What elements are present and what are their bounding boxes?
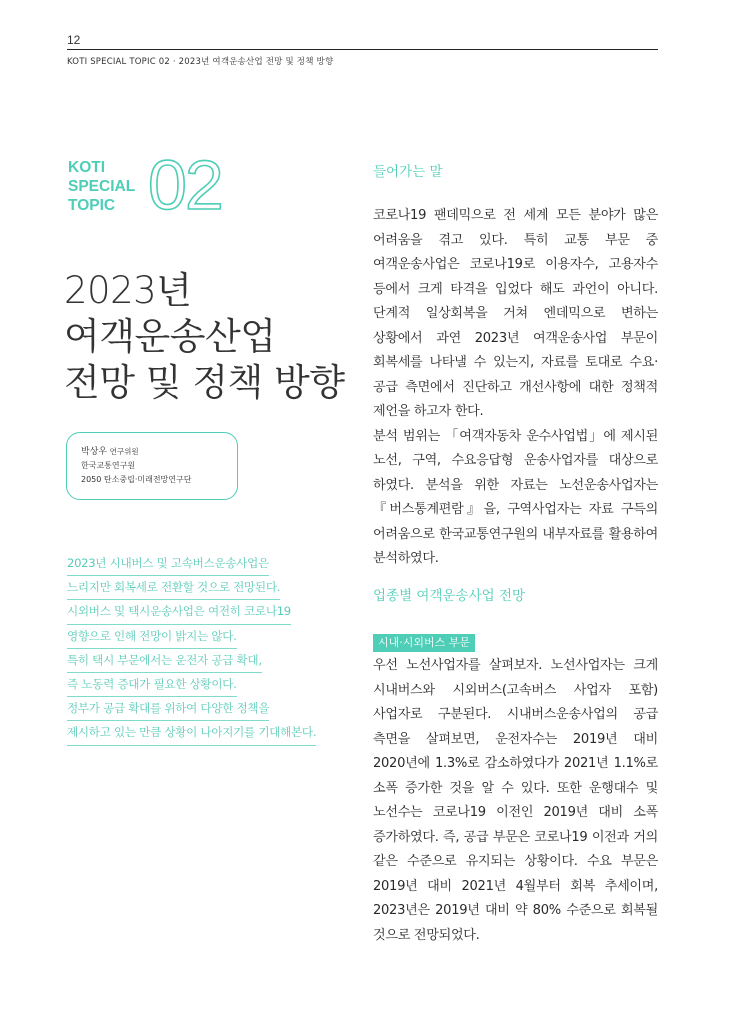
author-name: 박상우 [81,447,108,457]
summary-line: 제시하고 있는 만큼 상황이 나아지기를 기대해본다. [67,721,316,745]
topic-label [68,158,158,215]
summary-line: 느리지만 회복세로 전환할 것으로 전망된다. [67,576,280,600]
topic-label-line: KOTI [68,159,106,176]
author-position: 연구위원 [109,447,139,456]
page-title [64,268,364,406]
summary-line: 영향으로 인해 전망이 밝지는 않다. [67,625,237,649]
section-heading-intro: 들어가는 말 [373,164,443,180]
summary-line: 2023년 시내버스 및 고속버스운송사업은 [67,552,269,576]
intro-body [373,204,658,572]
running-head: KOTI SPECIAL TOPIC 02 · 2023년 여객운송산업 전망 및 정책 방향 [67,57,334,67]
title-line: 2023년 [64,269,192,312]
summary-line: 즉 노동력 증대가 필요한 상황이다. [67,673,237,697]
author-center: 2050 탄소중립·미래전망연구단 [81,475,192,484]
author-org: 한국교통연구원 [81,461,136,470]
summary-line: 시외버스 및 택시운송사업은 여전히 코로나19 [67,600,291,624]
topic-label-line: SPECIAL [68,178,136,195]
paragraph: 코로나19 팬데믹으로 전 세계 모든 분야가 많은 어려움을 겪고 있다. 특히 교통 부문 중 여객운송사업은 코로나19로 이용자수, 고용자수 등에서 크게 타격을 입었다 해도 과언이 아니다. 단계적 일상회복을 거쳐 엔데믹으로 변하는 상황에서 과연 2023년 여객운송사업 부문이 회복세를 나타낼 수 있는지, 자료를 토대로 수요·공급 측면에서 진단하고 개선사항에 대한 정책적 제언을 하고자 한다. [373,208,658,419]
outlook-body [373,654,658,948]
summary-line: 특히 택시 부문에서는 운전자 공급 확대, [67,649,262,673]
title-line: 전망 및 정책 방향 [64,361,345,404]
summary-block [67,552,342,746]
topic-label-line: TOPIC [68,197,116,214]
topic-number: 02 [148,146,222,224]
header-rule [67,49,658,50]
section-heading-outlook: 업종별 여객운송사업 전망 [373,588,526,604]
subsection-tag: 시내·시외버스 부문 [373,634,475,652]
author-box [66,432,238,500]
summary-line: 정부가 공급 확대를 위하여 다양한 정책을 [67,697,269,721]
title-line: 여객운송산업 [64,315,276,358]
paragraph: 우선 노선사업자를 살펴보자. 노선사업자는 크게 시내버스와 시외버스(고속버스 사업자 포함) 사업자로 구분된다. 시내버스운송사업의 공급 측면을 살펴보면, 운전자수는 2019년 대비 2020년에 1.3%로 감소하였다가 2021년 1.1%로 소폭 증가한 것을 알 수 있다. 또한 운행대수 및 노선수는 코로나19 이전인 2019년 대비 소폭 증가하였다. 즉, 공급 부문은 코로나19 이전과 거의 같은 수준으로 유지되는 상황이다. 수요 부문은 2019년 대비 2021년 4월부터 회복 추세이며, 2023년은 2019년 대비 약 80% 수준으로 회복될 것으로 전망되었다. [373,658,658,943]
paragraph: 분석 범위는 「여객자동차 운수사업법」에 제시된 노선, 구역, 수요응답형 운송사업자를 대상으로 하였다. 분석을 위한 자료는 노선운송사업자는 『버스통계편람』을, 구역사업자는 자료 구득의 어려움으로 한국교통연구원의 내부자료를 활용하여 분석하였다. [373,428,658,566]
page-number: 12 [67,33,81,47]
